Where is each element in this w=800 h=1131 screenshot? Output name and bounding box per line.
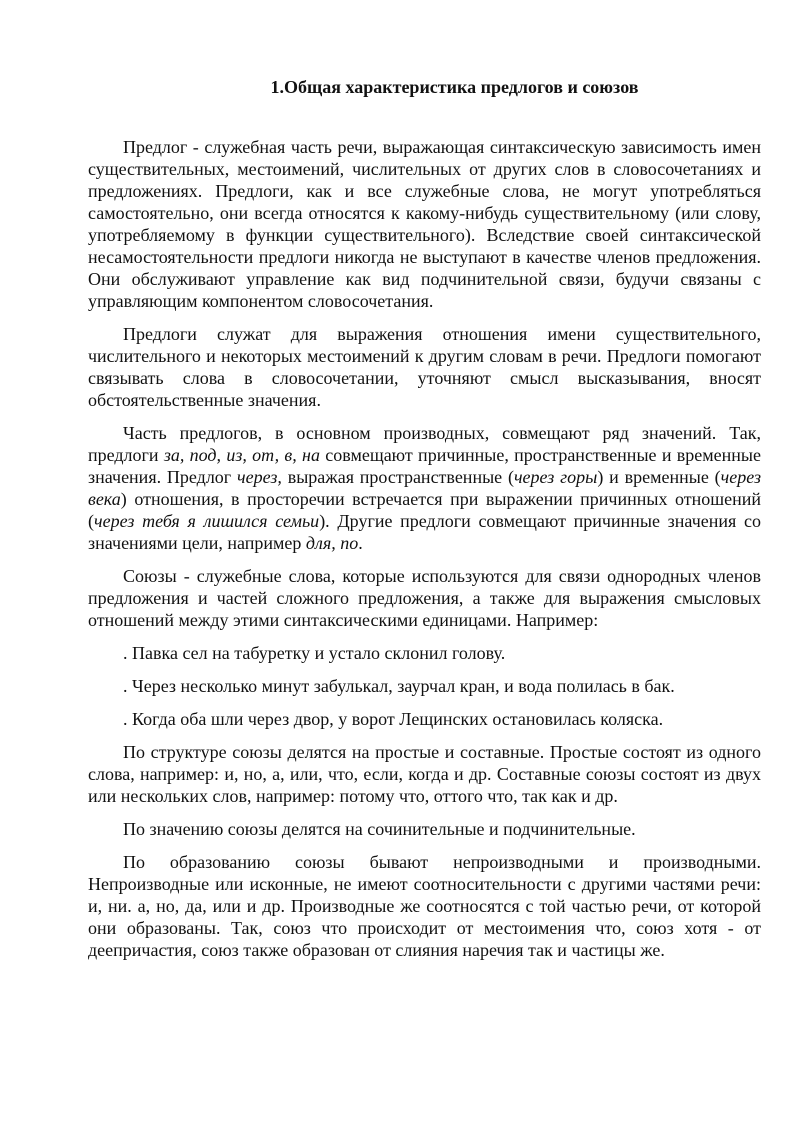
paragraph-preposition-definition: Предлог - служебная часть речи, выражающая синтаксическую зависимость имен существительных, местоимений, числительных от других слов в словосочетаниях и предложениях. Предлоги, как и все служебные слова, не могут употребляться самостоятельно, они всегда относятся к какому-нибудь существительному (или слову, употребляемому в функции существительного). Вследствие своей синтаксической несамостоятельности предлоги никогда не выступают в качестве членов предложения. Они обслуживают управление как вид подчинительной связи, будучи связаны с управляющим компонентом словосочетания.: [88, 137, 761, 311]
text-run: Часть предлогов, в основном производных, совмещают ряд значений. Так, предлоги: [88, 423, 761, 465]
paragraph-conjunction-meaning: По значению союзы делятся на сочинительные и подчинительные.: [123, 819, 636, 839]
paragraph-preposition-function: Предлоги служат для выражения отношения имени существительного, числительного и некоторых местоимений к другим словам в речи. Предлоги помогают связывать слова в словосочетании, уточняют смысл высказывания, вносят обстоятельственные значения.: [88, 324, 761, 410]
italic-example: за, под, из, от, в, на: [163, 445, 320, 465]
paragraph-conjunction-definition: Союзы - служебные слова, которые используются для связи однородных членов предложения и частей сложного предложения, а также для выражения смысловых отношений между этими синтаксическими единицами. Например:: [88, 566, 761, 630]
text-run: совмещают причинные, пространственные и временные значения. Предлог: [88, 445, 761, 487]
paragraph-preposition-meanings: [88, 422, 761, 554]
italic-example: через,: [237, 467, 282, 487]
document-title: 1.Общая характеристика предлогов и союзов: [270, 77, 639, 97]
text-run: ) отношения, в просторечии встречается при выражении причинных отношений (: [88, 489, 761, 531]
example-sentence: . Павка сел на табуретку и устало склонил голову.: [123, 643, 506, 663]
text-run: ). Другие предлоги совмещают причинные значения со значениями цели, например: [88, 511, 761, 553]
italic-example: для, по: [305, 533, 359, 553]
example-sentence: . Через несколько минут забулькал, заурчал кран, и вода полилась в бак.: [123, 676, 675, 696]
paragraph-conjunction-structure: По структуре союзы делятся на простые и составные. Простые состоят из одного слова, например: и, но, а, или, что, если, когда и др. Составные союзы состоят из двух или нескольких слов, например: потому что, оттого что, так как и др.: [88, 742, 761, 806]
italic-example: через тебя я лишился семьи: [94, 511, 320, 531]
text-run: .: [358, 533, 363, 553]
italic-example: через горы: [513, 467, 598, 487]
text-run: ) и временные (: [597, 467, 721, 487]
italic-example: через века: [88, 467, 761, 509]
paragraph-conjunction-formation: По образованию союзы бывают непроизводными и производными. Непроизводные или исконные, не имеют соотносительности с другими частями речи: и, ни. а, но, да, или и др. Производные же соотносятся с той частью речи, от которой они образованы. Так, союз что происходит от местоимения что, союз хотя - от деепричастия, союз также образован от слияния наречия так и частицы же.: [88, 852, 761, 960]
document-page: [88, 0, 761, 961]
example-sentence: . Когда оба шли через двор, у ворот Лещинских остановилась коляска.: [123, 709, 664, 729]
text-run: выражая пространственные (: [281, 467, 514, 487]
